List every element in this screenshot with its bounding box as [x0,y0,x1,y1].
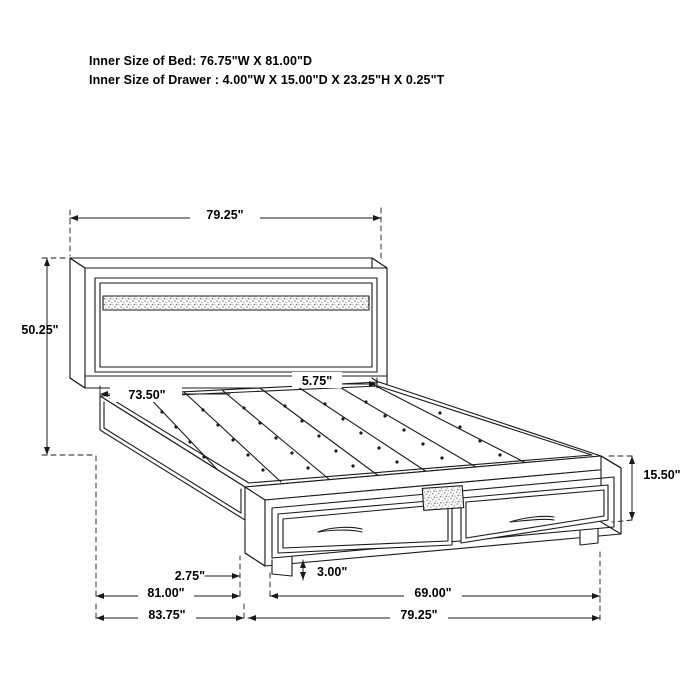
dim-footboard-height: 15.50" [643,468,681,482]
dim-footboard-width: 79.25" [400,608,438,622]
dim-headboard-panel-width: 73.50" [128,388,166,402]
dim-drawer-gap: 3.00" [317,565,348,579]
headboard-assembly [70,258,387,388]
dim-bed-length-outer: 83.75" [148,608,186,622]
dim-headboard-width: 79.25" [206,208,244,222]
dim-headboard-thickness: 5.75" [301,374,333,388]
dim-overall-height: 50.25" [21,323,59,337]
dim-rail-clearance: 2.75" [174,569,205,583]
dim-drawer-span: 69.00" [414,586,452,600]
dim-bed-length-inner: 81.00" [147,586,185,600]
note-drawer-inner-size: Inner Size of Drawer : 4.00"W X 15.00"D X 23.25"H X 0.25"T [89,73,445,87]
note-bed-inner-size: Inner Size of Bed: 76.75"W X 81.00"D [89,54,313,68]
